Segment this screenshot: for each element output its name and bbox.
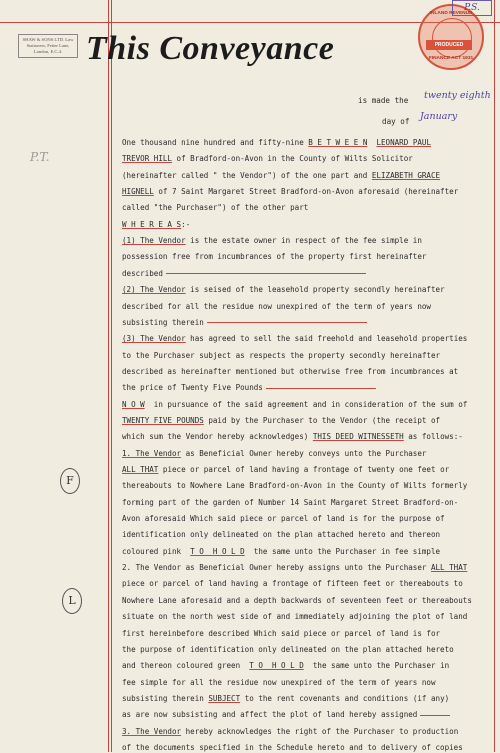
stamp-produced-label: PRODUCED [426,40,472,50]
line-text: :- [181,219,191,229]
document-line [122,367,458,377]
underlined-text: W H E R E A S [122,219,182,229]
underlined-text: (1) The Vendor [122,236,186,246]
line-text: in pursuance of the said agreement and in consideration of the sum of [144,399,468,409]
line-text: described for all the residue now unexpired of the term of years now [122,301,431,311]
stamp-bottom-text: FINANCE ACT 1931 [428,56,474,61]
blank-fill-line [207,322,367,323]
line-text: is the estate owner in respect of the fee simple in [185,236,422,246]
line-text: as Beneficial Owner hereby conveys unto the Purchaser [181,448,427,458]
underlined-text: T O H O L D [190,546,245,556]
line-text: identification only delineated on the plan attached hereto and thereon [122,530,441,540]
line-text: and thereon coloured green [122,661,250,671]
document-title: This Conveyance [86,30,335,67]
line-text: first hereinbefore described Which said piece or parcel of land is for [122,628,441,638]
document-line [122,302,431,312]
margin-note-pt: P.T. [30,150,50,164]
document-line [122,661,449,671]
document-line [122,579,463,589]
document-line [122,678,436,688]
day-of-label: day of [382,117,410,126]
margin-mark-f: F [60,468,80,494]
line-text: which sum the Vendor hereby acknowledges) [122,432,313,442]
document-line [122,596,472,606]
line-text: of the documents specified in the Schedule hereto and to delivery of copies [122,742,463,752]
line-text: called "the Purchaser") of the other part [122,203,309,213]
underlined-text: N O W [122,399,145,409]
line-text: subsisting therein [122,693,209,703]
document-line [122,694,449,704]
underlined-text: ALL THAT [122,465,159,474]
document-line [122,138,431,148]
margin-rule-right [494,0,495,752]
document-line [122,171,440,181]
document-line [122,563,467,573]
underlined-text: SUBJECT [208,693,241,703]
document-line [122,416,440,426]
margin-rule-left-double [111,0,112,752]
line-text: situate on the north west side of and immediately adjoining the plot of land [122,612,468,622]
line-text: to the Purchaser subject as respects the property secondly hereinafter [122,350,441,360]
underlined-text: TWENTY FIVE POUNDS [122,415,204,425]
line-text: the price of Twenty Five Pounds [122,383,263,393]
line-text: paid by the Purchaser to the Vendor (the receipt of [203,415,441,425]
margin-rule-left [108,0,109,752]
line-text: described [122,268,163,278]
publisher-imprint: SHAW & SONS LTD. Law Stationers, Fetter Lane, London, E.C.4. [18,34,78,58]
line-text: (hereinafter called " the Vendor") of the one part and [122,170,372,180]
document-line [122,710,450,720]
line-text: piece or parcel of land having a frontage of twenty one feet or [158,465,450,474]
line-text: is seised of the leasehold property secondly hereinafter [185,285,445,295]
made-day-handwritten: twenty eighth [424,90,491,101]
line-text: Avon aforesaid Which said piece or parcel of land is for the purpose of [122,514,445,524]
document-line [122,285,445,295]
stamp-crown-icon [432,18,472,58]
line-text: has agreed to sell the said freehold and leasehold properties [185,334,468,344]
line-text: piece or parcel of land having a frontage of fifteen feet or thereabouts to [122,579,463,589]
line-text: as are now subsisting and affect the plot of land hereby assigned [122,710,418,720]
line-text: possession free from incumbrances of the property first hereinafter [122,252,427,262]
line-text: fee simple for all the residue now unexpired of the term of years now [122,677,436,687]
document-line [122,269,366,279]
document-line [122,727,458,737]
line-text: the purpose of identification only delineated on the plan attached hereto [122,644,454,654]
document-line [122,220,190,230]
made-label: is made the [358,96,409,105]
document-line [122,383,376,393]
line-text: to the rent covenants and conditions (if any) [240,693,450,703]
line-text: the same unto the Purchaser in fee simple [244,546,441,556]
underlined-text: (3) The Vendor [122,334,186,344]
line-text: subsisting therein [122,317,204,327]
underlined-text: HIGNELL [122,187,154,197]
underlined-text: 3. The Vendor [122,726,182,736]
underlined-text: T O H O L D [249,661,304,671]
document-line [122,334,467,344]
underlined-text: LEONARD PAUL [376,138,431,147]
stamp-top-text: INLAND REVENUE [429,11,473,16]
month-handwritten: January [420,111,458,122]
document-line [122,351,440,361]
blank-fill-line [420,715,450,716]
line-text: described as hereinafter mentioned but otherwise free from incumbrances at [122,366,459,376]
document-line [122,465,449,475]
document-line [122,400,467,410]
underlined-text: (2) The Vendor [122,285,186,295]
underlined-text: ELIZABETH GRACE [371,170,441,180]
document-line [122,498,458,508]
underlined-text: TREVOR HILL [122,154,172,164]
line-text: forming part of the garden of Number 14 Saint Margaret Street Bradford-on- [122,497,459,507]
document-line [122,432,463,442]
blank-fill-line [166,273,366,274]
reference-box: P.S. [452,0,492,16]
document-line [122,236,422,246]
underlined-text: B E T W E E N [308,138,368,147]
document-line [122,203,308,213]
document-line [122,645,454,655]
document-line [122,187,458,197]
document-line [122,547,440,557]
line-text: Nowhere Lane aforesaid and a depth backwards of seventeen feet or thereabouts [122,595,472,605]
underlined-text: ALL THAT [430,563,468,573]
underlined-text: THIS DEED WITNESSETH [312,432,404,442]
line-text: coloured pink [122,546,191,556]
line-text: 2. The Vendor as Beneficial Owner hereby assigns unto the Purchaser [122,563,431,573]
margin-mark-l: L [62,588,82,614]
document-line [122,530,440,540]
line-text: the same unto the Purchaser in [303,661,450,671]
document-line [122,252,426,262]
line-text: as follows:- [403,432,463,442]
document-line [122,743,463,753]
document-line [122,481,467,491]
blank-fill-line [266,388,376,389]
line-text: One thousand nine hundred and fifty-nine [122,138,309,147]
document-line [122,612,467,622]
document-line [122,449,426,459]
document-line [122,154,413,164]
line-text: hereby acknowledges the right of the Purchaser to production [181,726,459,736]
document-line [122,318,367,328]
line-text: of Bradford-on-Avon in the County of Wilts Solicitor [171,154,413,164]
document-line [122,629,440,639]
underlined-text: 1. The Vendor [122,448,182,458]
line-text: of 7 Saint Margaret Street Bradford-on-Avon aforesaid (hereinafter [153,187,459,197]
document-line [122,514,445,524]
line-text: thereabouts to Nowhere Lane Bradford-on-Avon in the County of Wilts formerly [122,481,468,491]
